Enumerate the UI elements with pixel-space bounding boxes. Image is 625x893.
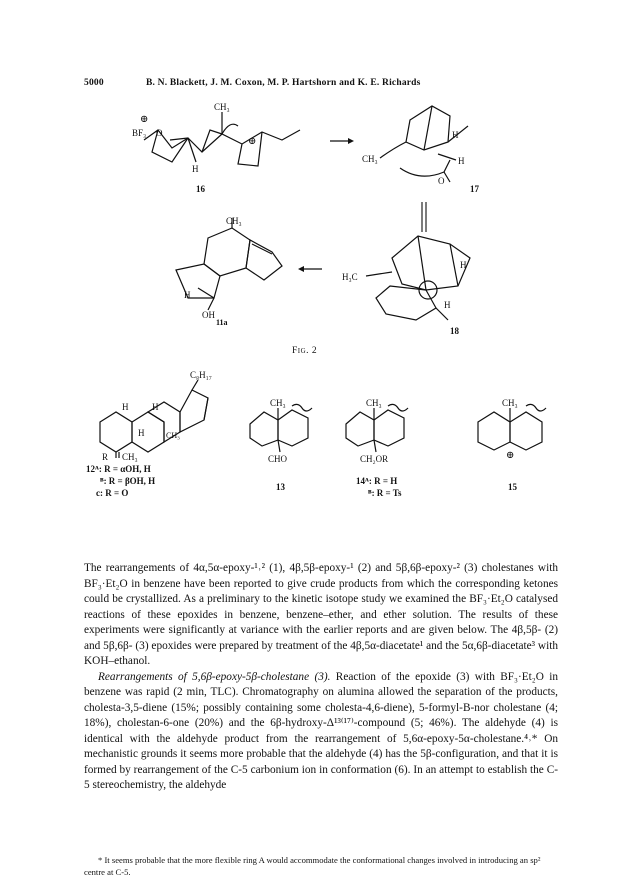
figure-caption: Fig. 2: [292, 346, 318, 356]
structure-16: [130, 100, 330, 195]
s15-plus: ⊕: [506, 450, 515, 461]
structure-13: [244, 392, 324, 464]
s17-o: O: [438, 176, 445, 186]
s12-h1: H: [122, 402, 129, 412]
s14-line-b: ᴮ: R = Ts: [368, 488, 402, 498]
s18-h2: H: [444, 300, 451, 310]
body-text: [84, 561, 558, 794]
s12-ch3b: CH₃: [166, 431, 180, 440]
s12-h3: H: [138, 428, 145, 438]
s11-label: 11a: [216, 318, 228, 327]
s18-h3c: H₃C: [342, 272, 358, 282]
s16-h: H: [192, 164, 199, 174]
s14-ch3: CH₃: [366, 398, 382, 408]
s17-h2: H: [458, 156, 465, 166]
s16-ch3: CH₃: [214, 102, 230, 112]
structure-14: [340, 392, 424, 464]
s18-h1: H: [460, 260, 467, 270]
s12-r: R: [102, 452, 109, 462]
s12-line-c: c: R = O: [96, 488, 129, 498]
s13-cho: CHO: [268, 454, 288, 464]
s16-plus-c: ⊕: [248, 136, 257, 147]
structure-11a: [168, 214, 298, 326]
s13-label: 13: [276, 482, 285, 492]
s16-label: 16: [196, 184, 205, 194]
s18-label: 18: [450, 326, 459, 336]
paragraph-2-text: Reaction of the epoxide (3) with BF₃·Et₂O in benzene was rapid (2 min, TLC). Chromatography on alumina allowed the separation of the products, cholesta-3,5-diene (15%; possibly containing some cholesta-4,6-diene), 5-formyl-B-nor cholestane (4; 18%), cholestan-6-one (20%) and the 6β-hydroxy-Δ¹³⁽¹⁷⁾-compound (5; 46%). The aldehyde (4) is identical with the aldehyde product from the rearrangement of 5,6α-epoxy-5α-cholestane.⁴˒* On mechanistic grounds it seems more probable that the aldehyde (4) has the 5β-configuration, and that it is formed by rearrangement of the C-5 carbonium ion in conformation (6). In an attempt to establish the C-5 stereochemistry, the aldehyde: [84, 670, 558, 791]
s11-ch3: CH₃: [226, 216, 242, 226]
page-number: 5000: [84, 78, 104, 88]
paragraph-1: The rearrangements of 4α,5α-epoxy-¹˒² (1), 4β,5β-epoxy-¹ (2) and 5β,6β-epoxy-² (3) cholestanes with BF₃·Et₂O in benzene have been reported to give crude products from which the corresponding ketones could be crystallized. As a preliminary to the kinetic isotope study we examined the BF₃·Et₂O catalysed reactions of these epoxides in benzene, benzene–ether, and ether solution. The results of these experiments were significantly at variance with the earlier reports and are given below. The 4β,5β- (2) and 5β,6β- (3) epoxides were prepared by treatment of the 4β,5α-diacetate¹ and the 5α,6β-diacetate³ with KOH–ethanol.: [84, 562, 558, 667]
s12-side-chain: C₈H₁₇: [190, 370, 212, 380]
s12-h2: H: [152, 402, 159, 412]
s13-ch3: CH₃: [270, 398, 286, 408]
paragraph-2-heading: Rearrangements of 5,6β-epoxy-5β-cholestane (3).: [98, 670, 331, 683]
s12-ch3a: CH₃: [122, 452, 138, 462]
s17-label: 17: [470, 184, 479, 194]
s17-ch3: CH₃: [362, 154, 378, 164]
s16-plus-bf3: ⊕: [140, 114, 149, 125]
s15-ch3: CH₃: [502, 398, 518, 408]
s12-line-b: ᴮ: R = βOH, H: [100, 476, 156, 486]
author-line: B. N. Blackett, J. M. Coxon, M. P. Hartshorn and K. E. Richards: [146, 78, 421, 88]
s11-oh: OH: [202, 310, 215, 320]
structure-12: [92, 364, 232, 460]
s14-ch2or: CH₂OR: [360, 454, 389, 464]
s16-bf3: BF₃: [132, 128, 147, 138]
s16-oxygen: O: [156, 128, 163, 138]
paragraph-2: [84, 670, 558, 794]
structure-15: [472, 392, 556, 464]
arrow-18-to-11a: [298, 266, 322, 272]
s14-line-a: 14ᴬ: R = H: [356, 476, 398, 486]
arrow-16-to-17: [330, 138, 354, 144]
structure-18: [340, 228, 500, 338]
s12-line-a: 12ᴬ: R = αOH, H: [86, 464, 151, 474]
structure-17: [360, 98, 490, 198]
s11-h: H: [184, 290, 191, 300]
running-header: [84, 78, 514, 92]
s15-label: 15: [508, 482, 517, 492]
s17-h1: H: [452, 130, 459, 140]
footnote: * It seems probable that the more flexible ring A would accommodate the conformational changes involved in introducing an sp² centre at C-5.: [84, 855, 541, 877]
